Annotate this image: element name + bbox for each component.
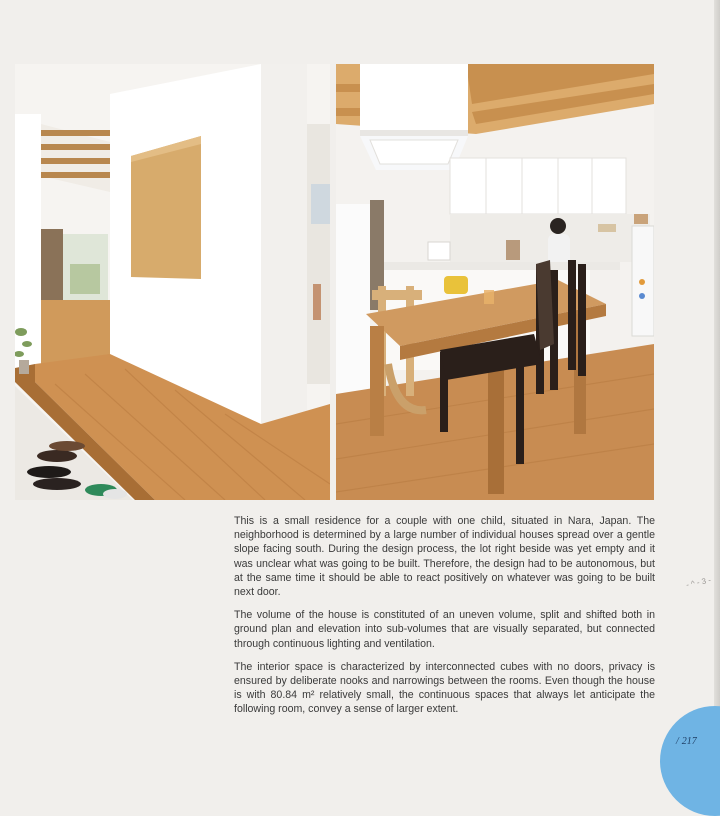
page-edge <box>714 0 720 762</box>
body-text <box>234 514 655 726</box>
photo-dining-kitchen <box>336 64 654 500</box>
page-number <box>676 736 697 747</box>
paragraph-intro: This is a small residence for a couple with one child, situated in Nara, Japan. The neighborhood is determined by a large number of individual houses spread over a gentle slope facing south. During the design process, the lot right beside was yet empty and it was unclear what was going to be built. Therefore, the design had to be autonomous, but at the same time it should be able to react positively on whatever was going to be built next door. <box>234 515 655 599</box>
margin-mark: - ^ - 3 - <box>685 575 712 590</box>
folio-tab <box>660 706 720 816</box>
paragraph-interior: The interior space is characterized by interconnected cubes with no doors, privacy is ensured by deliberate nooks and narrowings between the rooms. Even though the house is with 80.84 m² relatively small, the continuous spaces that always let anticipate the following room, convey a sense of larger extent. <box>234 660 655 716</box>
paragraph-volume: The volume of the house is constituted of an uneven volume, split and shifted both in ground plan and elevation into sub-volumes that are visually separated, but connected through continuous lighting and ventilation. <box>234 609 655 650</box>
folio-number: 217 <box>681 736 697 747</box>
folio-slash: / <box>676 736 679 747</box>
photo-entrance-corridor <box>15 64 330 500</box>
